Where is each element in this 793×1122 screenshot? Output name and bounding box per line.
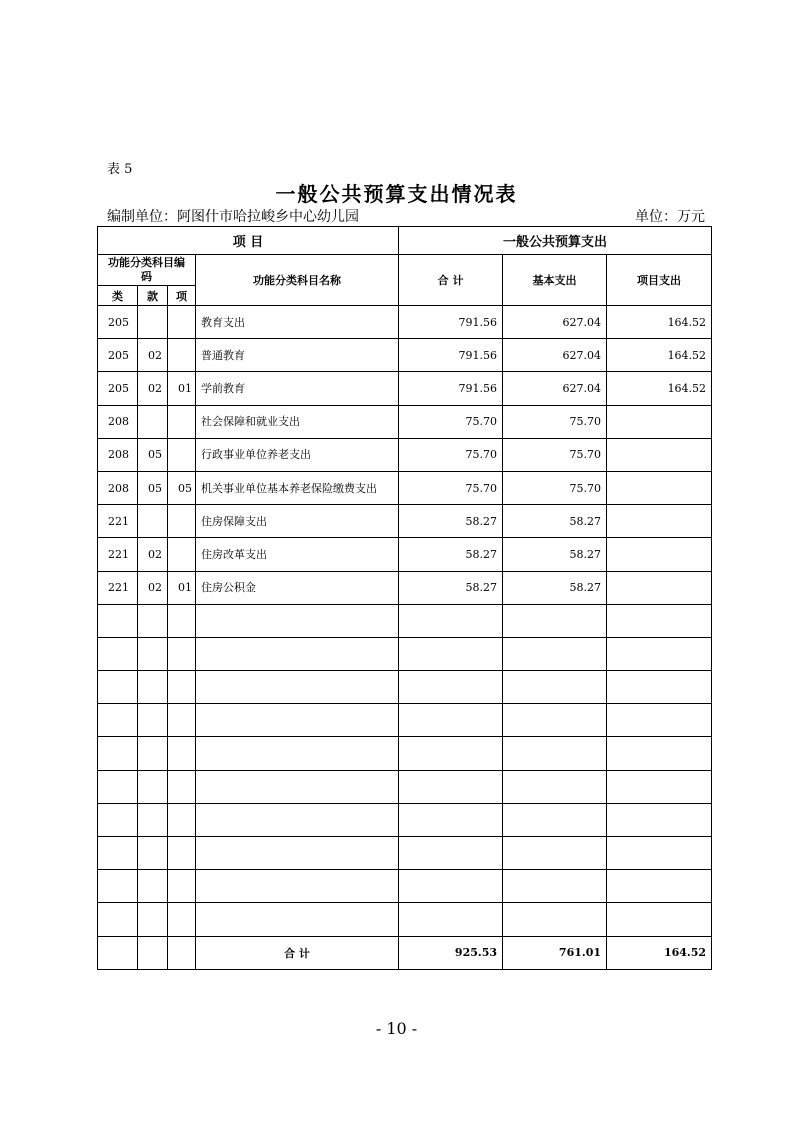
name-cell: 教育支出	[196, 306, 399, 339]
basic-cell: 58.27	[503, 538, 607, 571]
xiang-cell	[168, 438, 196, 471]
empty-cell	[168, 770, 196, 803]
empty-cell	[503, 671, 607, 704]
table-row	[98, 372, 712, 405]
header-total: 合 计	[399, 255, 503, 306]
project-cell	[607, 405, 712, 438]
empty-cell	[607, 671, 712, 704]
name-cell: 住房保障支出	[196, 505, 399, 538]
empty-cell	[196, 903, 399, 936]
lei-cell: 221	[98, 571, 138, 604]
empty-cell	[607, 903, 712, 936]
header-basic: 基本支出	[503, 255, 607, 306]
lei-cell: 208	[98, 471, 138, 504]
empty-cell	[607, 604, 712, 637]
lei-cell: 208	[98, 438, 138, 471]
empty-cell	[196, 637, 399, 670]
kuan-cell: 02	[138, 571, 168, 604]
empty-row	[98, 671, 712, 704]
table-body	[98, 306, 712, 937]
empty-cell	[399, 803, 503, 836]
empty-cell	[98, 903, 138, 936]
empty-cell	[98, 671, 138, 704]
basic-cell: 75.70	[503, 438, 607, 471]
header-xiang: 项	[168, 286, 196, 306]
project-cell: 164.52	[607, 306, 712, 339]
empty-row	[98, 803, 712, 836]
name-cell: 普通教育	[196, 339, 399, 372]
xiang-cell	[168, 505, 196, 538]
name-cell: 机关事业单位基本养老保险缴费支出	[196, 471, 399, 504]
lei-cell: 205	[98, 339, 138, 372]
empty-cell	[607, 704, 712, 737]
empty-cell	[138, 737, 168, 770]
empty-cell	[196, 870, 399, 903]
empty-cell	[503, 770, 607, 803]
empty-row	[98, 637, 712, 670]
table-row	[98, 471, 712, 504]
name-cell: 行政事业单位养老支出	[196, 438, 399, 471]
empty-cell	[196, 770, 399, 803]
basic-cell: 75.70	[503, 405, 607, 438]
page-number: - 10 -	[375, 1019, 418, 1038]
xiang-cell: 01	[168, 372, 196, 405]
page-title: 一般公共预算支出情况表	[275, 182, 518, 206]
empty-cell	[196, 803, 399, 836]
table-row	[98, 571, 712, 604]
basic-cell: 627.04	[503, 372, 607, 405]
empty-cell	[98, 637, 138, 670]
empty-cell	[607, 637, 712, 670]
empty-cell	[138, 604, 168, 637]
empty-cell	[196, 837, 399, 870]
empty-cell	[503, 870, 607, 903]
empty-cell	[607, 803, 712, 836]
total-cell: 791.56	[399, 372, 503, 405]
empty-cell	[168, 837, 196, 870]
empty-cell	[399, 770, 503, 803]
kuan-cell: 02	[138, 372, 168, 405]
empty-cell	[98, 737, 138, 770]
empty-cell	[503, 903, 607, 936]
table-row	[98, 505, 712, 538]
basic-cell: 75.70	[503, 471, 607, 504]
empty-cell	[138, 837, 168, 870]
empty-cell	[138, 803, 168, 836]
empty-cell	[607, 737, 712, 770]
lei-cell: 208	[98, 405, 138, 438]
project-cell	[607, 438, 712, 471]
table-row	[98, 405, 712, 438]
project-cell	[607, 538, 712, 571]
header-general-budget: 一般公共预算支出	[399, 227, 712, 255]
empty-cell	[168, 737, 196, 770]
header-kuan: 款	[138, 286, 168, 306]
lei-cell: 221	[98, 538, 138, 571]
xiang-cell	[168, 339, 196, 372]
project-cell: 164.52	[607, 372, 712, 405]
total-project: 164.52	[607, 936, 712, 969]
empty-cell	[98, 604, 138, 637]
empty-cell	[399, 737, 503, 770]
lei-cell: 205	[98, 372, 138, 405]
header-project-exp: 项目支出	[607, 255, 712, 306]
table-label: 表 5	[107, 162, 133, 177]
basic-cell: 627.04	[503, 339, 607, 372]
budget-table	[97, 226, 712, 970]
total-lei-cell	[98, 936, 138, 969]
basic-cell: 627.04	[503, 306, 607, 339]
name-cell: 学前教育	[196, 372, 399, 405]
name-cell: 住房公积金	[196, 571, 399, 604]
empty-cell	[399, 637, 503, 670]
empty-cell	[503, 604, 607, 637]
total-row	[98, 936, 712, 969]
header-name: 功能分类科目名称	[196, 255, 399, 306]
empty-cell	[138, 770, 168, 803]
empty-cell	[168, 604, 196, 637]
xiang-cell: 01	[168, 571, 196, 604]
empty-cell	[168, 704, 196, 737]
empty-cell	[196, 671, 399, 704]
table-row	[98, 306, 712, 339]
project-cell: 164.52	[607, 339, 712, 372]
empty-cell	[503, 704, 607, 737]
kuan-cell: 02	[138, 538, 168, 571]
empty-cell	[138, 903, 168, 936]
total-cell: 75.70	[399, 471, 503, 504]
empty-cell	[168, 903, 196, 936]
xiang-cell	[168, 538, 196, 571]
table-row	[98, 339, 712, 372]
basic-cell: 58.27	[503, 571, 607, 604]
total-cell: 791.56	[399, 306, 503, 339]
empty-cell	[168, 803, 196, 836]
xiang-cell	[168, 306, 196, 339]
total-cell: 58.27	[399, 571, 503, 604]
empty-cell	[168, 637, 196, 670]
empty-row	[98, 704, 712, 737]
empty-cell	[196, 604, 399, 637]
kuan-cell	[138, 306, 168, 339]
kuan-cell: 02	[138, 339, 168, 372]
empty-cell	[399, 870, 503, 903]
name-cell: 社会保障和就业支出	[196, 405, 399, 438]
kuan-cell: 05	[138, 471, 168, 504]
empty-cell	[168, 671, 196, 704]
empty-row	[98, 737, 712, 770]
total-cell: 58.27	[399, 538, 503, 571]
kuan-cell: 05	[138, 438, 168, 471]
total-label: 合 计	[196, 936, 399, 969]
empty-row	[98, 604, 712, 637]
kuan-cell	[138, 505, 168, 538]
empty-row	[98, 903, 712, 936]
empty-cell	[399, 671, 503, 704]
empty-cell	[503, 637, 607, 670]
empty-cell	[98, 704, 138, 737]
total-cell: 58.27	[399, 505, 503, 538]
table-row	[98, 438, 712, 471]
basic-cell: 58.27	[503, 505, 607, 538]
kuan-cell	[138, 405, 168, 438]
empty-cell	[98, 803, 138, 836]
empty-cell	[399, 604, 503, 637]
total-xiang-cell	[168, 936, 196, 969]
project-cell	[607, 571, 712, 604]
empty-cell	[399, 837, 503, 870]
total-sum: 925.53	[399, 936, 503, 969]
header-lei: 类	[98, 286, 138, 306]
header-code-group: 功能分类科目编码	[98, 255, 196, 286]
table-row	[98, 538, 712, 571]
xiang-cell	[168, 405, 196, 438]
currency-unit: 单位：万元	[635, 209, 705, 225]
total-basic: 761.01	[503, 936, 607, 969]
total-cell: 791.56	[399, 339, 503, 372]
empty-row	[98, 837, 712, 870]
empty-cell	[138, 637, 168, 670]
header-project: 项 目	[98, 227, 399, 255]
empty-cell	[607, 870, 712, 903]
total-cell: 75.70	[399, 438, 503, 471]
lei-cell: 205	[98, 306, 138, 339]
project-cell	[607, 471, 712, 504]
empty-cell	[168, 870, 196, 903]
empty-row	[98, 870, 712, 903]
lei-cell: 221	[98, 505, 138, 538]
empty-cell	[607, 837, 712, 870]
total-kuan-cell	[138, 936, 168, 969]
name-cell: 住房改革支出	[196, 538, 399, 571]
empty-cell	[503, 803, 607, 836]
empty-cell	[196, 704, 399, 737]
empty-cell	[98, 837, 138, 870]
empty-cell	[503, 837, 607, 870]
empty-cell	[196, 737, 399, 770]
xiang-cell: 05	[168, 471, 196, 504]
empty-cell	[399, 704, 503, 737]
empty-cell	[138, 870, 168, 903]
empty-cell	[98, 770, 138, 803]
empty-row	[98, 770, 712, 803]
empty-cell	[399, 903, 503, 936]
empty-cell	[138, 704, 168, 737]
total-cell: 75.70	[399, 405, 503, 438]
empty-cell	[138, 671, 168, 704]
project-cell	[607, 505, 712, 538]
empty-cell	[607, 770, 712, 803]
empty-cell	[503, 737, 607, 770]
empty-cell	[98, 870, 138, 903]
compiling-unit: 编制单位：阿图什市哈拉峻乡中心幼儿园	[107, 209, 359, 225]
